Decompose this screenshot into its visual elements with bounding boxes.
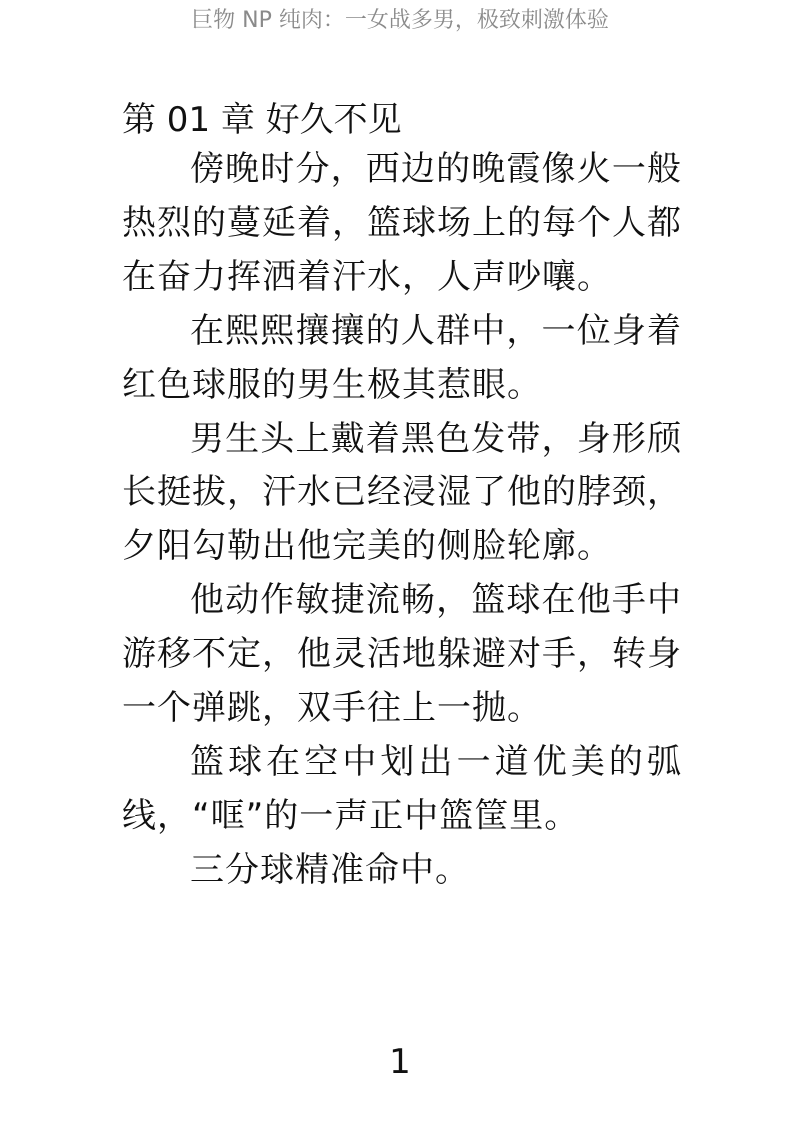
chapter-content xyxy=(122,97,682,898)
paragraph-1: 傍晚时分，西边的晚霞像火一般热烈的蔓延着，篮球场上的每个人都在奋力挥洒着汗水，人声吵嚷。 xyxy=(122,149,682,297)
paragraph-2: 在熙熙攘攘的人群中，一位身着红色球服的男生极其惹眼。 xyxy=(122,310,682,405)
paragraph-3: 男生头上戴着黑色发带，身形颀长挺拔，汗水已经浸湿了他的脖颈，夕阳勾勒出他完美的侧脸轮廓。 xyxy=(122,418,682,567)
paragraph-6: 三分球精准命中。 xyxy=(190,849,470,890)
paragraph-5: 篮球在空中划出一道优美的弧线，“哐”的一声正中篮筐里。 xyxy=(122,741,682,836)
chapter-title: 第 01 章 好久不见 xyxy=(122,100,402,140)
page-number: 1 xyxy=(389,1042,411,1082)
paragraph-4: 他动作敏捷流畅，篮球在他手中游移不定，他灵活地躲避对手，转身一个弹跳，双手往上一抛。 xyxy=(122,580,682,729)
document-header-title: 巨物 NP 纯肉：一女战多男，极致刺激体验 xyxy=(191,8,609,33)
